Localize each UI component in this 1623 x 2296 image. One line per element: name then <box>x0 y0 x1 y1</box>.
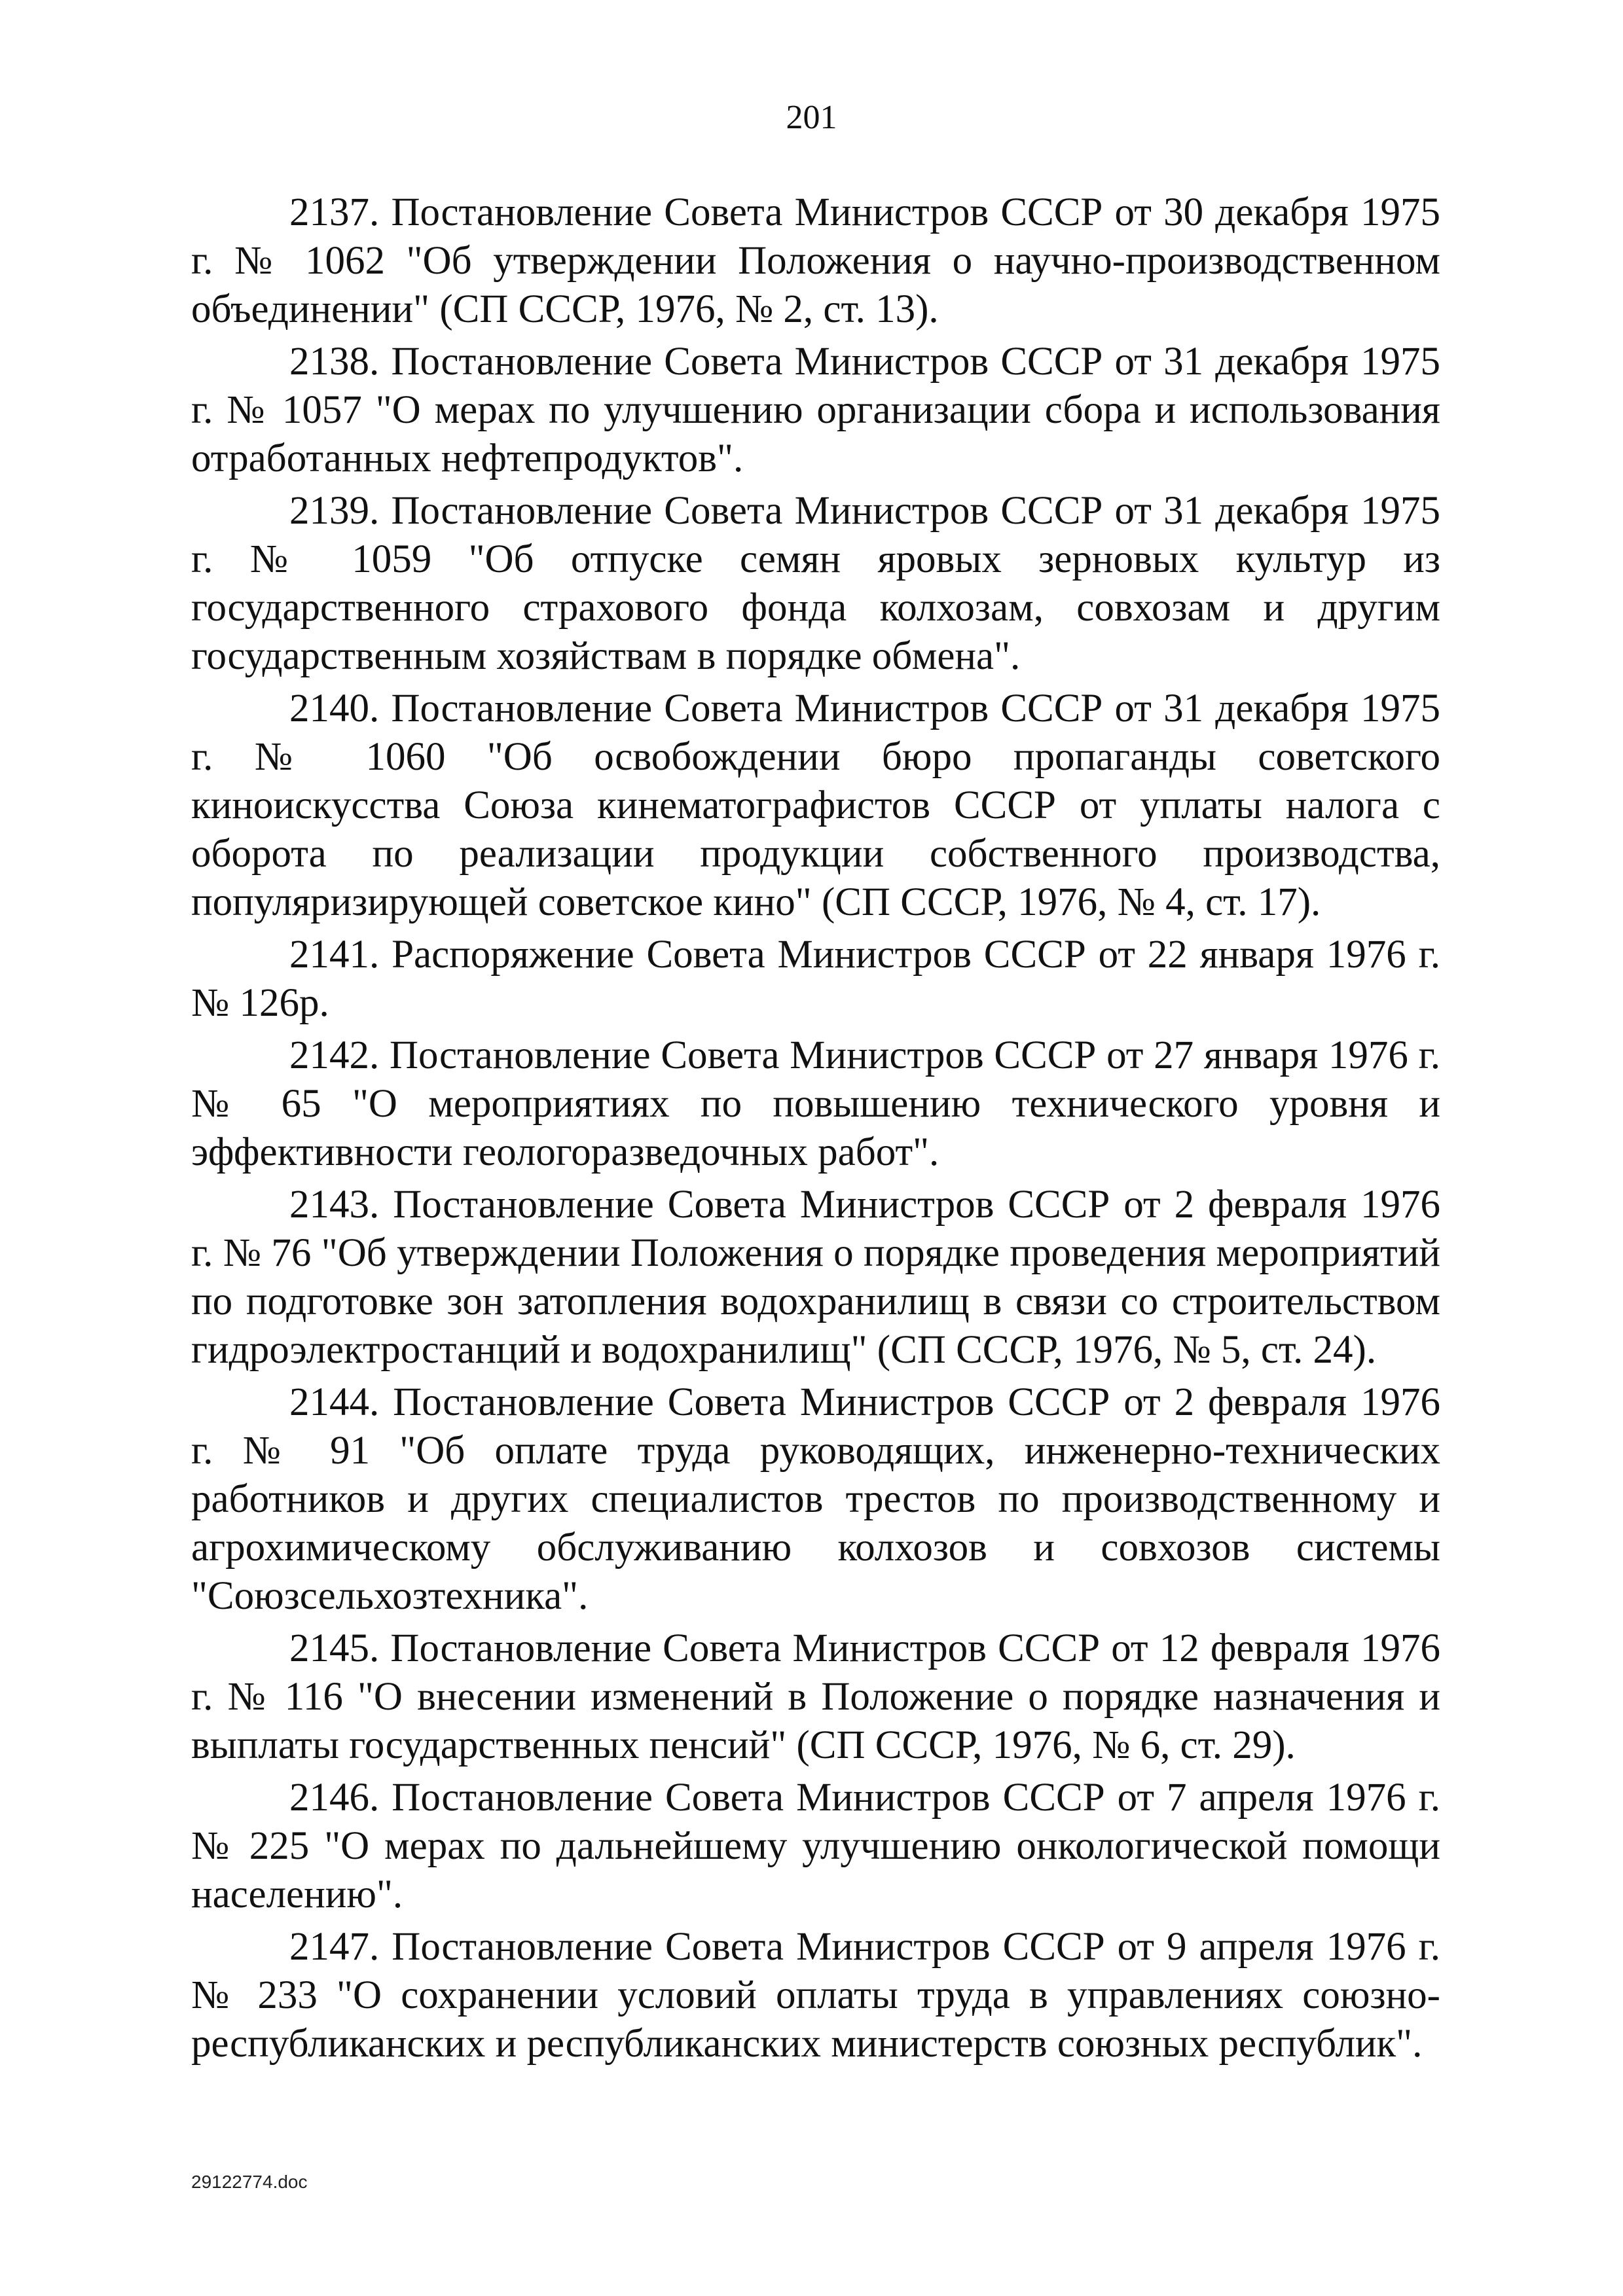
page-number: 201 <box>786 99 837 136</box>
list-item: 2141. Распоряжение Совета Министров СССР от 22 января 1976 г. № 126р. <box>191 933 1440 1025</box>
list-item: 2143. Постановление Совета Министров СССР от 2 февраля 1976 г. № 76 "Об утверждении Положения о порядке проведения мероприятий по подготовке зон затопления водохранилищ в связи со строительством гидроэлектростанций и водохранилищ" (СП СССР, 1976, № 5, ст. 24). <box>191 1183 1440 1372</box>
list-item: 2144. Постановление Совета Министров СССР от 2 февраля 1976 г. № 91 "Об оплате труда руководящих, инженерно-технических работников и других специалистов трестов по производственному и агрохимическому обслуживанию колхозов и совхозов системы "Союзсельхозтехника". <box>191 1380 1440 1618</box>
list-item: 2147. Постановление Совета Министров СССР от 9 апреля 1976 г. № 233 "О сохранении условий оплаты труда в управлениях союзно-республиканских и республиканских министерств союзных республик". <box>191 1925 1440 2066</box>
list-item: 2138. Постановление Совета Министров СССР от 31 декабря 1975 г. № 1057 "О мерах по улучшению организации сбора и использования отработанных нефтепродуктов". <box>191 340 1440 480</box>
list-item: 2140. Постановление Совета Министров СССР от 31 декабря 1975 г. № 1060 "Об освобождении бюро пропаганды советского киноискусства Союза кинематографистов СССР от уплаты налога с оборота по реализации продукции собственного производства, популяризирующей советское кино" (СП СССР, 1976, № 4, ст. 17). <box>191 687 1440 924</box>
list-item: 2142. Постановление Совета Министров СССР от 27 января 1976 г. № 65 "О мероприятиях по повышению технического уровня и эффективности геологоразведочных работ". <box>191 1033 1440 1174</box>
footer-filename: 29122774.doc <box>191 2172 308 2192</box>
entry-list <box>191 188 1440 2072</box>
list-item: 2145. Постановление Совета Министров СССР от 12 февраля 1976 г. № 116 "О внесении изменений в Положение о порядке назначения и выплаты государственных пенсий" (СП СССР, 1976, № 6, ст. 29). <box>191 1626 1440 1767</box>
list-item: 2137. Постановление Совета Министров СССР от 30 декабря 1975 г. № 1062 "Об утверждении Положения о научно-производственном объединении" (СП СССР, 1976, № 2, ст. 13). <box>191 190 1440 331</box>
list-item: 2139. Постановление Совета Министров СССР от 31 декабря 1975 г. № 1059 "Об отпуске семян яровых зерновых культур из государственного страхового фонда колхозам, совхозам и другим государственным хозяйствам в порядке обмена". <box>191 489 1440 678</box>
list-item: 2146. Постановление Совета Министров СССР от 7 апреля 1976 г. № 225 "О мерах по дальнейшему улучшению онкологической помощи населению". <box>191 1776 1440 1916</box>
